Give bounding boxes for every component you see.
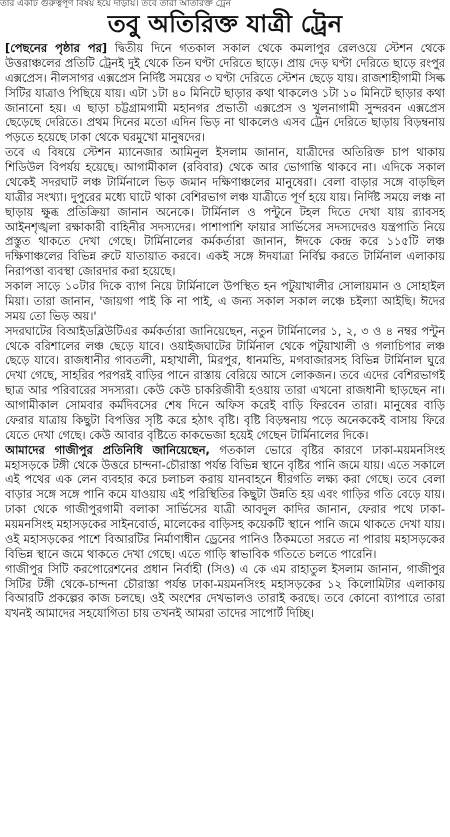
paragraph-text: গতকাল ভোরে বৃষ্টির কারণে ঢাকা-ময়মনসিংহ মহাসড়কে টঙ্গী থেকে উত্তরে চান্দনা-চৌরাস্তা পর্যন্ত বিভিন্ন স্থানে বৃষ্টির পানি জমে যায়। এতে সকালে এই পথের এক লেন ব্যবহার করে চলাচল করায় যানবাহনে ধীরগতি লক্ষ্য করা গেছে। তবে বেলা বাড়ার সঙ্গে সঙ্গে পানি কমে যাওয়ায় এই পরিস্থিতির কিছুটা উন্নতি হয় এবং গাড়ির গতি বেড়ে যায়। ঢাকা থেকে গাজীপুরগামী বলাকা সার্ভিসের যাত্রী আবদুল কাদির জানান, ফেরার পথে ঢাকা-ময়মনসিংহ মহাসড়কের সাইনবোর্ড, মালেকের বাড়িসহ কয়েকটি স্থানে পানি জমে থাকতে দেখা যায়। ওই মহাসড়কের পাশে বিআরটির নির্মাণাধীন ড্রেনের পানিও ঠিকমতো সরতে না পারায় মহাসড়কের বিভিন্ন স্থানে জমে থাকতে দেখা গেছে। এতে গাড়ি স্বাভাবিক গতিতে চলতে পারেনি। — [5, 442, 445, 561]
paragraph-3 — [5, 279, 445, 324]
paragraph-text: গাজীপুর সিটি করপোরেশনের প্রধান নির্বাহী (সিও) এ কে এম রাহাতুল ইসলাম জানান, গাজীপুর সিটির টঙ্গী থেকে-চান্দনা চৌরাস্তা পর্যন্ত ঢাকা-ময়মনসিংহ মহাসড়কের ১২ কিলোমিটার এলাকায় বিআরটি প্রকল্পের কাজ চলছে। ওই অংশের দেখভালও তারাই করছে। তবে কোনো ব্যাপারে তারা যখনই আমাদের সহযোগিতা চায় তখনই আমরা তাদের সাপোর্ট দিচ্ছি। — [5, 561, 445, 621]
paragraph-1 — [5, 41, 445, 145]
correspondent-label: আমাদের গাজীপুর প্রতিনিধি জানিয়েছেন, — [5, 442, 210, 457]
paragraph-6 — [5, 562, 445, 622]
paragraph-5 — [5, 443, 445, 562]
continuation-label: [পেছনের পৃষ্ঠার পর] — [5, 41, 108, 55]
paragraph-text: সকাল সাড়ে ১০টার দিকে ব্যাগ নিয়ে টার্মিনালে উপস্থিত হন পটুয়াখালীর সোলায়মান ও সোহাইল মিয়া। তারা জানান, 'জায়গা পাই কি না পাই, এ জন্য সকাল সকাল লঞ্চে চইল্যা আইছি। ঈদের সময় তো ভিড় অয়।' — [5, 279, 445, 323]
article-headline: তবু অতিরিক্ত যাত্রী ট্রেন — [107, 10, 343, 38]
article-body — [5, 41, 445, 835]
paragraph-2 — [5, 145, 445, 279]
paragraph-text: দ্বিতীয় দিনে গতকাল সকাল থেকে কমলাপুর রেলওয়ে স্টেশন থেকে উত্তরাঞ্চলের প্রতিটি ট্রেনই দুই থেকে তিন ঘণ্টা দেরিতে ছাড়ে। প্রায় দেড় ঘণ্টা দেরিতে ছাড়ে রংপুর এক্সপ্রেস। নীলসাগর এক্সপ্রেস নির্দিষ্ট সময়ের ৩ ঘণ্টা দেরিতে স্টেশন ছেড়ে যায়। রাজশাহীগামী সিল্ক সিটির যাত্রাও পিছিয়ে যায়। এটা ১টা ৪০ মিনিটে ছাড়ার কথা থাকলেও ১টা ১০ মিনিটে ছাড়ার কথা জানানো হয়। এ ছাড়া চট্টগ্রামগামী মহানগর প্রভাতী এক্সপ্রেস ও খুলনাগামী সুন্দরবন এক্সপ্রেস ছেড়েছে দেরিতে। প্রথম দিনের মতো এদিন ভিড় না থাকলেও এসব ট্রেন দেরিতে ছাড়ায় বিড়ম্বনায় পড়তে হয়েছে ঢাকা থেকে ঘরমুখো মানুষদের। — [5, 41, 445, 145]
paragraph-4 — [5, 324, 445, 443]
cut-off-top-line: তার একটি গুরুত্বপূর্ণ বিষয় হয়ে দাঁড়ায়। তবে তারা অতিরিক্ত ট্রেন — [0, 0, 232, 8]
paragraph-text: সদরঘাটের বিআইডব্লিউটিএর কর্মকর্তারা জানিয়েছেন, নতুন টার্মিনালের ১, ২, ৩ ও ৪ নম্বর পন্টুন থেকে বরিশালের লঞ্চ ছেড়ে যাবে। ওয়াইজঘাটের টার্মিনাল থেকে পটুয়াখালী ও গলাচিপার লঞ্চ ছেড়ে যাবে। রাজধানীর গাবতলী, মহাখালী, মিরপুর, ধানমন্ডি, মগবাজারসহ বিভিন্ন টার্মিনাল ঘুরে দেখা গেছে, সাহরির পরপরই বাড়ির পানে রাস্তায় বেরিয়ে আসে লোকজন। তবে এদের বেশিরভাগই ছাত্র আর পরিবারের সদস্যরা। কেউ কেউ চাকরিজীবী হওয়ায় তারা এখনো রাজধানী ছাড়ছেন না। আগামীকাল সোমবার কর্মদিবসের শেষ দিনে অফিস করেই বাড়ি ফিরবেন তারা। মানুষের বাড়ি ফেরার যাত্রায় কিছুটা বিপত্তির সৃষ্টি করে হঠাৎ বৃষ্টি। বৃষ্টি বিড়ম্বনায় পড়ে অনেককেই বাসায় ফিরে যেতে দেখা গেছে। কেউ আবার বৃষ্টিতে কাকভেজা হয়েই গেছেন টার্মিনালের দিকে। — [5, 323, 445, 442]
paragraph-text: তবে এ বিষয়ে স্টেশন ম্যানেজার আমিনুল ইসলাম জানান, যাত্রীদের অতিরিক্ত চাপ থাকায় শিডিউল বিপর্যয় হয়েছে। আগামীকাল (রবিবার) থেকে আর ভোগান্তি থাকবে না। এদিকে সকাল থেকেই সদরঘাট লঞ্চ টার্মিনালে ভিড় জমান দক্ষিণাঞ্চলের মানুষেরা। বেলা বাড়ার সঙ্গে বাড়ছিল যাত্রীর সংখ্যা। দুপুরের মধ্যে ঘাটে থাকা বেশিরভাগ লঞ্চ যাত্রীতে পূর্ণ হয়ে যায়। নির্দিষ্ট সময়ে লঞ্চ না ছাড়ায় ক্ষুব্ধ প্রতিক্রিয়া জানান অনেকে। টার্মিনাল ও পন্টুনে টহল দিতে দেখা যায় র‌্যাবসহ আইনশৃঙ্খলা রক্ষাকারী বাহিনীর সদস্যদের। পাশাপাশি ফায়ার সার্ভিসের সদস্যদেরও যন্ত্রপাতি নিয়ে প্রস্তুত থাকতে দেখা গেছে। টার্মিনালের কর্মকর্তারা জানান, ঈদকে কেন্দ্র করে ১১৫টি লঞ্চ দক্ষিণাঞ্চলের বিভিন্ন রুটে যাতায়াত করবে। একই সঙ্গে ঈদযাত্রা নির্বিঘ্ন করতে টার্মিনাল এলাকায় নিরাপত্তা ব্যবস্থা জোরদার করা হয়েছে। — [5, 145, 445, 279]
